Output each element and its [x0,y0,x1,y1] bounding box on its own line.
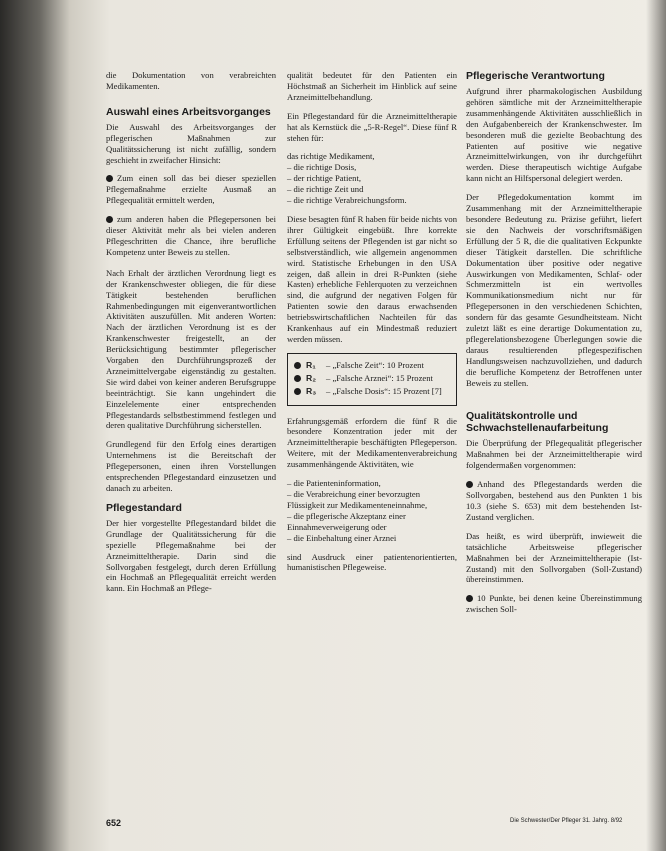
paragraph: Der Pflegedokumentation kommt im Zusammenhang mit der Arzneimitteltherapie besondere Bedeutung zu. Präzise geführt, liefert sie den Nachweis der vorschriftsmäßigen Erfüllung der 5 R, die die qualitativen Eckpunkte dieser Tätigkeit darstellen. Die schriftliche Dokumentation über positive oder negative Auswirkungen von Medikamenten, Schlaf- oder Schmerzmitteln ist ein wertvolles Kommunikationsmedium nicht nur für Pflegepersonen in den verschiedenen Schichten, sondern für das gesamte Gesundheitsteam. Nicht zuletzt läßt es eine derartige Dokumentation zu, pflegerelationsbezogene Überlegungen sowie die daraus resultierenden pflegespezifischen Handlungsweisen nachzuvollziehen, und dadurch die berufliche Kompetenz der Betroffenen unter Beweis zu stellen. [466,192,642,388]
bullet-item [466,593,642,615]
bullet-icon [106,175,113,182]
box-text: – „Falsche Arznei“: 15 Prozent [326,372,433,383]
paragraph: Ein Pflegestandard für die Arzneimitteltherapie hat als Kernstück die „5-R-Regel“. Diese fünf R stehen für: [287,110,457,143]
paragraph: qualität bedeutet für den Patienten ein Höchstmaß an Sicherheit im Hinblick auf seine Arzneimittelbehandlung. [287,70,457,102]
paragraph: Grundlegend für den Erfolg eines derartigen Unternehmens ist die Bereitschaft der Pflegepersonen, einen ihren Vorstellungen entsprechenden Pflegestandard einzusetzen und danach zu arbeiten. [106,439,276,493]
five-r-list [287,151,457,206]
paragraph: Der hier vorgestellte Pflegestandard bildet die Grundlage der Qualitätssicherung für die spezielle Pflegemaßnahme bei der Arzneimitteltherapie. Darin sind die Sollvorgaben festgelegt, durch deren Erfüllung ein Hochmaß an Pflegequalität erreicht werden kann. Ein Hochmaß an Pflege- [106,517,276,594]
activity-list [287,478,457,543]
page-number: 652 [106,818,122,828]
column-middle [287,70,457,581]
list-item: – die richtige Dosis, [287,162,357,173]
bullet-icon [466,595,473,602]
paragraph: Aufgrund ihrer pharmakologischen Ausbildung gehören sämtliche mit der Arzneimitteltherapie zusammenhängende Aktivitäten ausschließlich in den Aufgabenbereich der Krankenschwester. Im besonderen muß die gezielte Beobachtung des Patienten auf positive wie negative Arzneimittelwirkungen, von ihr durchgeführt werden. Diese therapeutisch wichtige Aufgabe kann nicht an Hilfspersonal delegiert werden. [466,86,642,184]
paragraph: Das heißt, es wird überprüft, inwieweit die tatsächliche Arbeitsweise pflegerischer Maßnahmen bei der Arzneimitteltherapie (Ist-Zustand) mit den Sollvorgaben (Soll-Zustand) übereinstimmen. [466,530,642,585]
box-text: – „Falsche Dosis“: 15 Prozent [7] [326,385,442,396]
bullet-text: zum anderen haben die Pflegepersonen bei dieser Aktivität mehr als bei vielen anderen Pflegeschritten die Chance, ihre berufliche Kompetenz unter Beweis zu stellen. [106,214,276,257]
column-left [106,70,276,602]
bullet-item [106,214,276,258]
bullet-item [466,479,642,523]
bullet-item [106,173,276,206]
paragraph: Erfahrungsgemäß erfordern die fünf R die besondere Konzentration jeder mit der Arzneimitteltherapie beschäftigten Pflegeperson. Weitere, mit der Medikamentenverabreichung zusammenhängende Aktivitäten, wie [287,415,457,470]
paragraph: Die Überprüfung der Pflegequalität pflegerischer Maßnahmen bei der Arzneimitteltherapie wird folgendermaßen vorgenommen: [466,438,642,471]
box-row [294,386,450,397]
heading-pflegestandard: Pflegestandard [106,501,182,514]
bullet-icon [294,375,301,382]
list-item: – die richtige Zeit und [287,184,364,195]
list-item: das richtige Medikament, [287,151,375,162]
heading-auswahl: Auswahl eines Arbeitsvorganges [106,105,271,118]
paragraph: Die Auswahl des Arbeitsvorganges der pflegerischen Maßnahmen zur Qualitätssicherung ist nicht zufällig, sondern geschieht in zweifacher Hinsicht: [106,121,276,165]
box-text: – „Falsche Zeit“: 10 Prozent [326,359,424,370]
bullet-icon [106,216,113,223]
paragraph: Diese besagten fünf R haben für beide nichts von ihrer Gültigkeit eingebüßt. Ihre korrekte Erfüllung seitens der Pflegenden ist gar nicht so selbstverständlich, wie allgemein angenommen wird. Statistische Erhebungen in den USA zeigen, daß allein in drei R-Punkten (siehe Kasten) erhebliche Fehlerquoten zu verzeichnen sind, die aufgrund der negativen Folgen für Patienten sowie den daraus erwachsenden betriebswirtschaftlichen Nachteilen für das Krankenhaus auf ein Mindestmaß reduziert werden müssen. [287,213,457,344]
list-item: – die pflegerische Akzeptanz einer Einnahmeverweigerung oder [287,510,406,532]
r-label: R₁ [306,359,316,370]
bullet-icon [466,481,473,488]
source-line: Die Schwester/Der Pfleger 31. Jahrg. 8/92 [510,818,623,824]
bullet-text: Anhand des Pflegestandards werden die Sollvorgaben, bestehend aus den Punkten 1 bis 10.3 (siehe S. 653) mit dem bestehenden Ist-Zustand verglichen. [466,479,642,522]
r-label: R₃ [306,385,317,396]
bullet-text: 10 Punkte, bei denen keine Übereinstimmung zwischen Soll- [466,593,642,615]
r-label: R₂ [306,372,317,383]
error-rate-box [287,353,457,406]
heading-qualitaetskontrolle: Qualitätskontrolle und Schwachstellenaufarbeitung [466,410,609,435]
bullet-icon [294,362,301,369]
list-item: – die Einbehaltung einer Arznei [287,532,397,543]
page-edge-shadow [646,0,666,851]
list-item: – der richtige Patient, [287,173,361,184]
heading-verantwortung: Pflegerische Verantwortung [466,70,605,82]
list-item: – die Patienteninformation, [287,478,381,489]
intro-text: die Dokumentation von verabreichten Medikamenten. [106,70,276,91]
box-row [294,373,450,384]
paragraph: Nach Erhalt der ärztlichen Verordnung liegt es der Krankenschwester obliegen, die für diese Tätigkeit bestehenden beruflichen Rahmenbedingungen mit eigenverantwortlichen Aktivitäten auszufüllen. Mit anderen Worten: Nach der ärztlichen Verordnung ist es der Krankenschwester freigestellt, an der Berücksichtigung bestimmter pflegerischer Vorgaben den Durchführungsprozeß der Arzneimittelvergabe eigenständig zu gestalten. Sie wird dabei von keiner anderen Berufsgruppe beeinträchtigt. Sie kann ungehindert die Einzelelemente einer entsprechenden Pflegestandards selbstbestimmend festlegen und deren qualitative Durchführung sicherstellen. [106,267,276,431]
box-row [294,360,450,371]
column-right [466,70,642,623]
bullet-text: Zum einen soll das bei dieser speziellen Pflegemaßnahme erzielte Ausmaß an Pflegequalität ermittelt werden, [106,173,276,206]
paragraph: sind Ausdruck einer patientenorientierten, humanistischen Pflegeweise. [287,551,457,573]
list-item: – die Verabreichung einer bevorzugten Flüssigkeit zur Medikamenteneinnahme, [287,489,428,510]
list-item: – die richtige Verabreichungsform. [287,195,407,206]
bullet-icon [294,388,301,395]
